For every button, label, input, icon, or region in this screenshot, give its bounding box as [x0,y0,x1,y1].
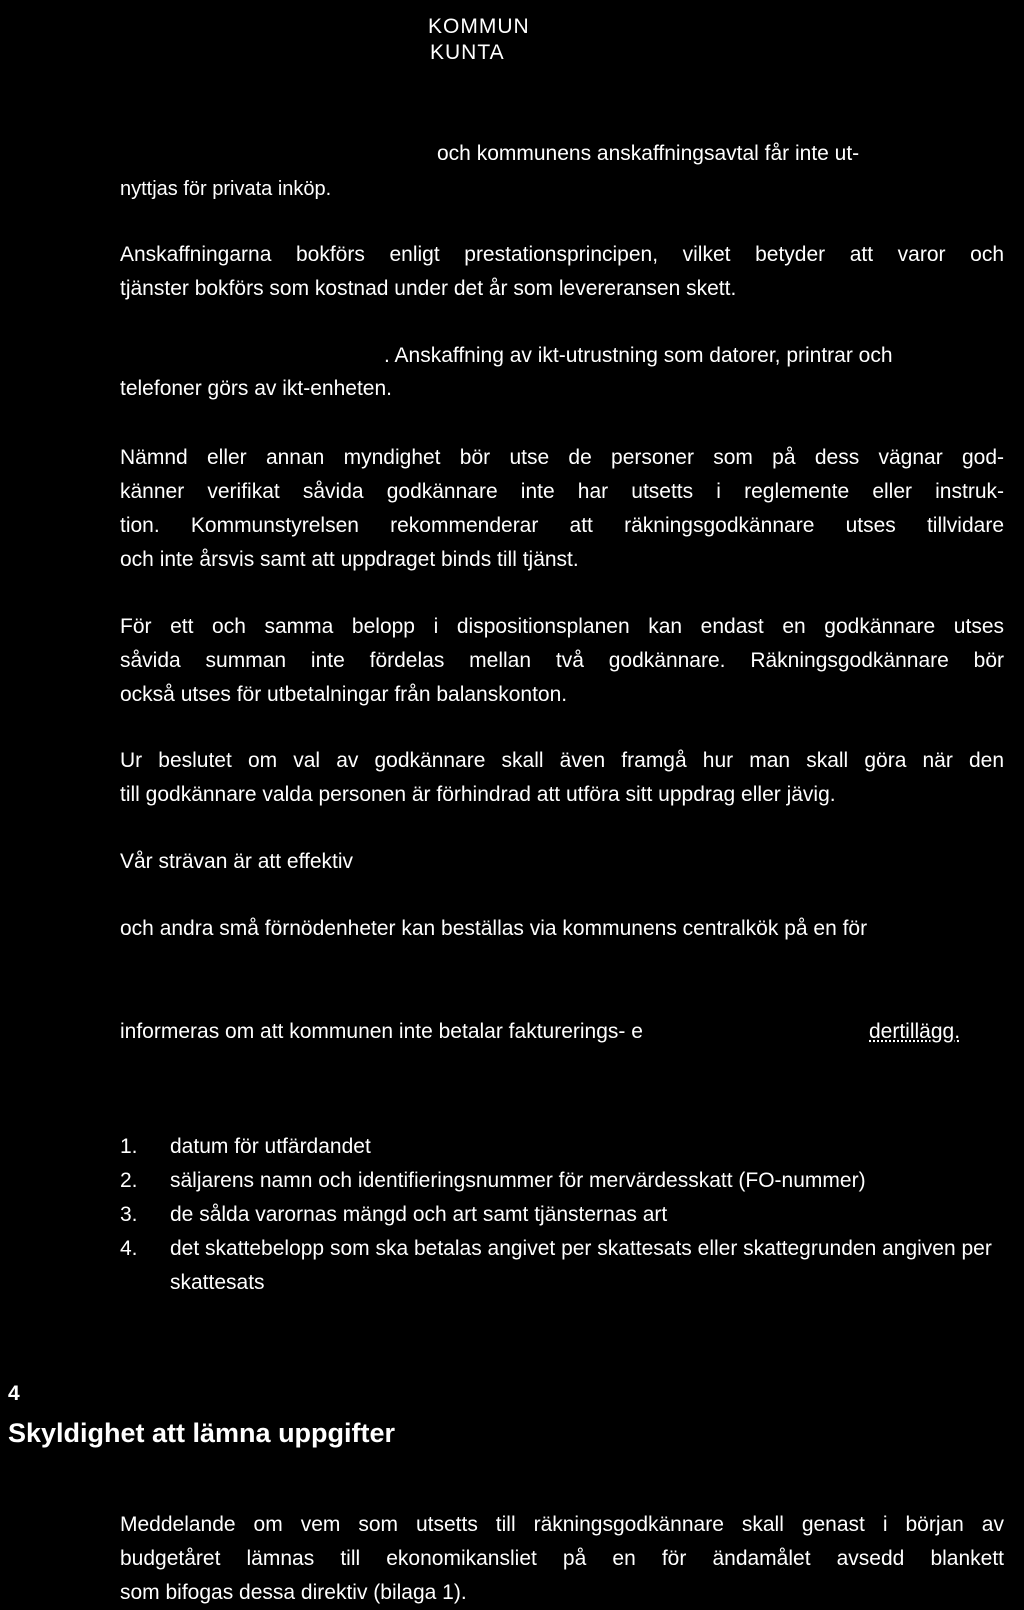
paragraph-beslut [120,744,1004,812]
fragment-centralkok: och andra små förnödenheter kan beställas via kommunens centralkök på en för [120,917,868,940]
fragment-dertillagg: dertillägg. [869,1020,961,1043]
section-title: Skyldighet att lämna uppgifter [8,1418,396,1448]
section-number: 4 [8,1382,20,1405]
paragraph-line: Meddelande om vem som utsetts till räkningsgodkännare skall genast i början av [120,1513,1004,1536]
list-item-text: de sålda varornas mängd och art samt tjänsternas art [170,1203,668,1226]
header-kommun: KOMMUN [428,15,530,38]
paragraph-line: Anskaffningarna bokförs enligt prestationsprincipen, vilket betyder att varor och [120,243,1004,266]
list-item-number: 1. [120,1135,138,1158]
paragraph-line: och inte årsvis samt att uppdraget binds till tjänst. [120,548,579,571]
list-item [120,1198,1010,1232]
paragraph-meddelande [120,1508,1004,1610]
fragment-privata-inkop: nyttjas för privata inköp. [120,178,332,200]
fragment-anskaffningsavtal: och kommunens anskaffningsavtal får inte ut- [437,142,860,165]
header-kunta: KUNTA [430,41,505,64]
paragraph-dispositionsplan [120,610,1004,712]
list-item-number: 4. [120,1237,138,1260]
paragraph-line: Ur beslutet om val av godkännare skall även framgå hur man skall göra när den [120,749,1004,772]
list-item-text: datum för utfärdandet [170,1135,371,1158]
list-item-text: det skattebelopp som ska betalas angivet per skattesats eller skattegrunden angiven per skattesats [170,1237,992,1294]
paragraph-ikt-line1: . Anskaffning av ikt-utrustning som datorer, printrar och [384,344,893,367]
paragraph-line: också utses för utbetalningar från balanskonton. [120,683,568,706]
list-item-number: 2. [120,1169,138,1192]
list-item [120,1164,1010,1198]
paragraph-line: För ett och samma belopp i dispositionsplanen kan endast en godkännare utses [120,615,1004,638]
paragraph-line: Nämnd eller annan myndighet bör utse de personer som på dess vägnar god- [120,446,1004,469]
list-item-number: 3. [120,1203,138,1226]
fragment-stravan: Vår strävan är att effektiv [120,850,354,873]
paragraph-line: såvida summan inte fördelas mellan två godkännare. Räkningsgodkännare bör [120,649,1004,672]
paragraph-line: som bifogas dessa direktiv (bilaga 1). [120,1581,467,1604]
paragraph-line: tion. Kommunstyrelsen rekommenderar att räkningsgodkännare utses tillvidare [120,514,1004,537]
paragraph-godkannare [120,441,1004,577]
list-item-text: säljarens namn och identifieringsnummer för mervärdesskatt (FO-nummer) [170,1169,866,1192]
paragraph-line: tjänster bokförs som kostnad under det år som levereransen skett. [120,277,737,300]
paragraph-line: budgetåret lämnas till ekonomikansliet på en för ändamålet avsedd blankett [120,1547,1004,1570]
paragraph-bokforing [120,238,1004,306]
list-item [120,1232,1010,1300]
paragraph-line: till godkännare valda personen är förhindrad att utföra sitt uppdrag eller jävig. [120,783,836,806]
paragraph-ikt-line2: telefoner görs av ikt-enheten. [120,377,392,400]
fragment-faktureringsavgift: informeras om att kommunen inte betalar fakturerings- e [120,1020,643,1043]
paragraph-line: känner verifikat såvida godkännare inte har utsetts i reglemente eller instruk- [120,480,1004,503]
invoice-requirements-list [120,1130,1010,1300]
list-item [120,1130,1010,1164]
